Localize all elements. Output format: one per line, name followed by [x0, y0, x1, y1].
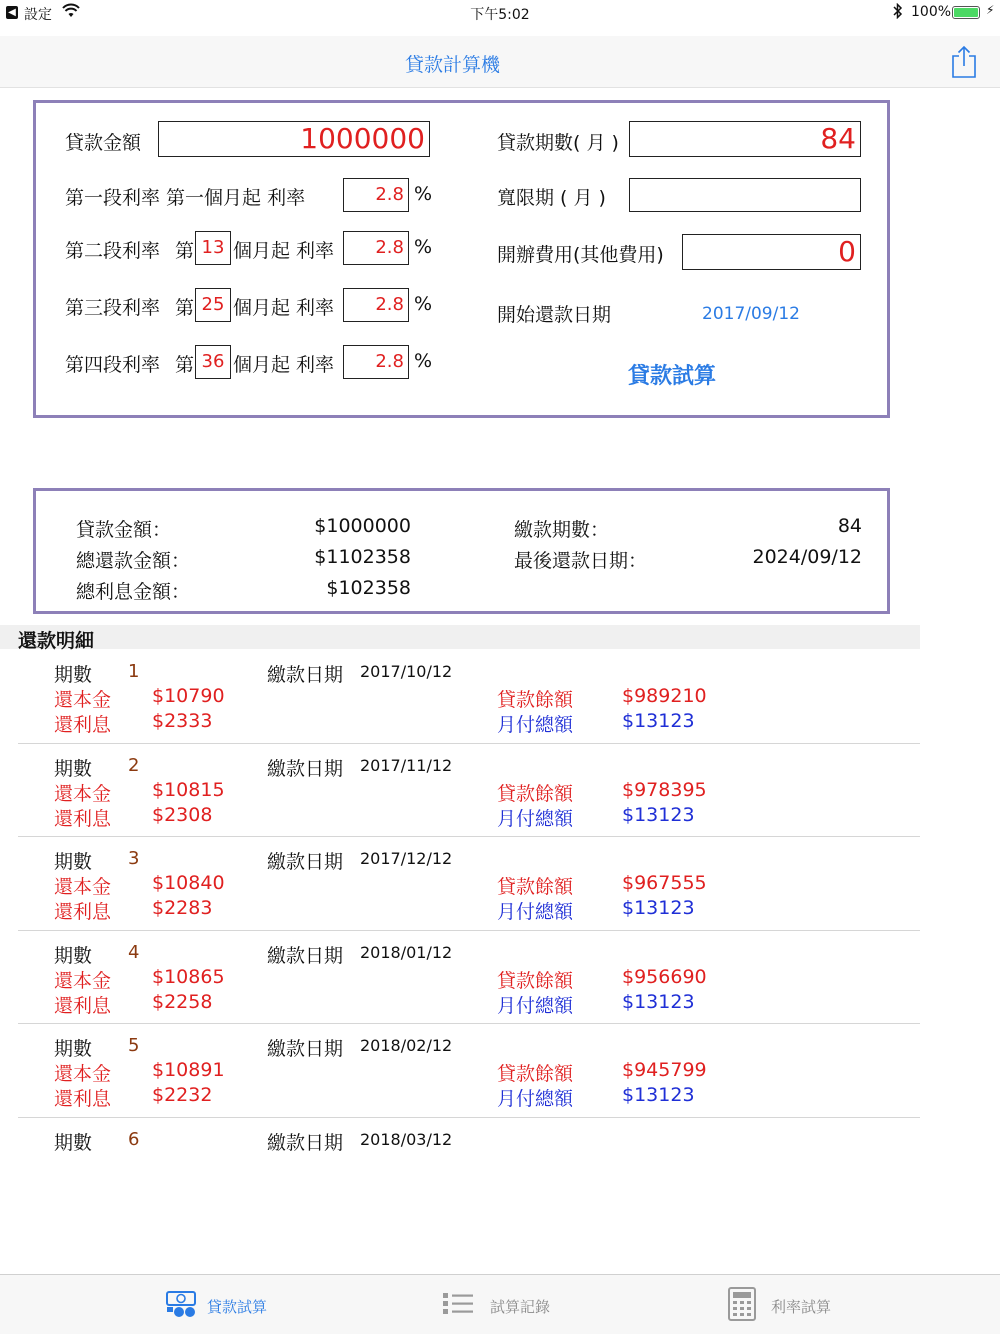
- summary-total-repay-label: 總還款金額：: [76, 550, 191, 572]
- rate3-label: 第三段利率: [65, 297, 161, 319]
- monthly-total-value: $13123: [622, 710, 695, 732]
- period-label: 期數: [54, 757, 93, 780]
- interest-label: 還利息: [54, 714, 112, 736]
- interest-value: $2232: [152, 1084, 213, 1106]
- loan-amount-label: 貸款金額: [65, 132, 142, 154]
- monthly-total-label: 月付總額: [497, 807, 574, 830]
- loan-calculator-icon: [165, 1289, 199, 1323]
- period-number: 5: [128, 1035, 140, 1056]
- summary-loan-value: $1000000: [314, 515, 411, 537]
- status-bar: [0, 0, 1000, 26]
- pay-date-label: 繳款日期: [267, 1038, 344, 1060]
- fee-label: 開辦費用(其他費用): [497, 244, 664, 266]
- period-label: 期數: [54, 851, 93, 873]
- period-number: 6: [128, 1128, 140, 1150]
- back-to-app-label[interactable]: 設定: [24, 7, 52, 23]
- table-row: [18, 837, 920, 931]
- summary-periods-label: 繳款期數：: [514, 519, 610, 541]
- balance-label: 貸款餘額: [497, 782, 574, 805]
- tab-bar: [0, 1274, 1000, 1334]
- principal-label: 還本金: [54, 689, 112, 711]
- rate2-month-input[interactable]: 13: [195, 231, 231, 265]
- period-label: 期數: [54, 664, 93, 686]
- interest-value: $2333: [152, 710, 213, 732]
- battery-icon: [952, 6, 980, 19]
- monthly-total-label: 月付總額: [497, 901, 574, 923]
- pay-date-label: 繳款日期: [267, 944, 344, 967]
- details-section-header: [0, 625, 920, 652]
- balance-label: 貸款餘額: [497, 876, 574, 898]
- start-date-picker[interactable]: 2017/09/12: [702, 304, 800, 324]
- rate4-percent: %: [414, 350, 433, 372]
- summary-total-interest-value: $102358: [326, 577, 411, 599]
- balance-value: $945799: [622, 1059, 707, 1081]
- rate4-mid-label: 個月起 利率: [233, 354, 335, 376]
- table-row: [18, 931, 920, 1025]
- pay-date-value: 2017/11/12: [360, 755, 453, 775]
- rate2-label: 第二段利率: [65, 240, 161, 262]
- summary-periods-value: 84: [837, 515, 862, 537]
- fee-input[interactable]: 0: [682, 234, 861, 270]
- interest-label: 還利息: [54, 807, 112, 830]
- period-number: 4: [128, 941, 140, 963]
- pay-date-label: 繳款日期: [267, 1131, 344, 1154]
- summary-last-date-label: 最後還款日期：: [514, 550, 648, 572]
- rate3-month-input[interactable]: 25: [195, 288, 231, 322]
- pay-date-value: 2018/03/12: [360, 1129, 453, 1149]
- period-label: 期數: [54, 1038, 93, 1060]
- principal-value: $10790: [152, 685, 225, 707]
- clock: 下午5:02: [470, 7, 530, 23]
- navigation-bar: [0, 36, 1000, 88]
- period-label: 期數: [54, 1131, 93, 1154]
- interest-value: $2308: [152, 803, 213, 826]
- summary-loan-label: 貸款金額：: [76, 519, 172, 541]
- rate4-label: 第四段利率: [65, 354, 161, 376]
- monthly-total-label: 月付總額: [497, 994, 574, 1017]
- rate1-input[interactable]: 2.8: [343, 178, 409, 212]
- balance-value: $989210: [622, 685, 707, 707]
- rate2-prefix: 第: [175, 240, 195, 262]
- interest-label: 還利息: [54, 901, 112, 923]
- rate1-label: 第一段利率 第一個月起 利率: [65, 187, 306, 209]
- calculator-icon: [728, 1287, 756, 1325]
- table-row: [18, 1118, 920, 1156]
- principal-label: 還本金: [54, 969, 112, 992]
- summary-total-interest-label: 總利息金額：: [76, 581, 191, 603]
- loan-input-panel: [33, 100, 890, 418]
- page-title: 貸款計算機: [404, 54, 500, 76]
- principal-value: $10865: [152, 965, 225, 988]
- tab-rate-calculation-label: 利率試算: [771, 1298, 832, 1316]
- balance-label: 貸款餘額: [497, 1063, 574, 1085]
- monthly-total-label: 月付總額: [497, 714, 574, 736]
- monthly-total-value: $13123: [622, 803, 695, 826]
- back-to-app-icon[interactable]: ◀: [6, 6, 18, 19]
- balance-label: 貸款餘額: [497, 689, 574, 711]
- rate1-percent: %: [414, 183, 433, 205]
- grace-period-label: 寬限期 ( 月 ): [497, 187, 606, 209]
- interest-label: 還利息: [54, 994, 112, 1017]
- balance-value: $956690: [622, 965, 707, 988]
- pay-date-value: 2018/02/12: [360, 1036, 453, 1055]
- summary-last-date-value: 2024/09/12: [752, 546, 862, 568]
- table-row: [18, 1024, 920, 1118]
- tab-rate-calculation[interactable]: [700, 1275, 900, 1334]
- tab-loan-calculation[interactable]: [140, 1275, 340, 1334]
- period-number: 1: [128, 661, 140, 682]
- tab-loan-calculation-label: 貸款試算: [207, 1298, 268, 1316]
- principal-value: $10815: [152, 778, 225, 801]
- summary-total-repay-value: $1102358: [314, 546, 411, 568]
- balance-label: 貸款餘額: [497, 969, 574, 992]
- start-date-label: 開始還款日期: [497, 304, 612, 326]
- monthly-total-value: $13123: [622, 1084, 695, 1106]
- list-icon: [441, 1289, 475, 1323]
- pay-date-label: 繳款日期: [267, 757, 344, 780]
- balance-value: $967555: [622, 872, 707, 894]
- share-icon[interactable]: [948, 44, 980, 80]
- principal-label: 還本金: [54, 1063, 112, 1085]
- loan-period-label: 貸款期數( 月 ): [497, 132, 619, 154]
- period-number: 3: [128, 848, 140, 869]
- pay-date-label: 繳款日期: [267, 664, 344, 686]
- interest-value: $2283: [152, 897, 213, 919]
- principal-label: 還本金: [54, 876, 112, 898]
- calculate-loan-button[interactable]: 貸款試算: [628, 359, 716, 390]
- principal-value: $10840: [152, 872, 225, 894]
- loan-period-input[interactable]: 84: [629, 121, 861, 157]
- monthly-total-label: 月付總額: [497, 1088, 574, 1110]
- table-row: [18, 744, 920, 838]
- rate4-prefix: 第: [175, 354, 195, 376]
- bluetooth-icon: [892, 3, 904, 23]
- pay-date-value: 2018/01/12: [360, 942, 453, 962]
- rate4-month-input[interactable]: 36: [195, 345, 231, 379]
- interest-label: 還利息: [54, 1088, 112, 1110]
- interest-value: $2258: [152, 990, 213, 1013]
- balance-value: $978395: [622, 778, 707, 801]
- pay-date-value: 2017/12/12: [360, 849, 453, 868]
- rate2-percent: %: [414, 236, 433, 258]
- rate3-percent: %: [414, 293, 433, 315]
- period-number: 2: [128, 754, 140, 776]
- tab-calculation-records[interactable]: [420, 1275, 620, 1334]
- grace-period-input[interactable]: [629, 178, 861, 212]
- tab-calculation-records-label: 試算記錄: [490, 1298, 551, 1316]
- monthly-total-value: $13123: [622, 897, 695, 919]
- loan-amount-input[interactable]: 1000000: [158, 121, 430, 157]
- rate2-input[interactable]: 2.8: [343, 231, 409, 265]
- pay-date-value: 2017/10/12: [360, 662, 453, 681]
- battery-percent: 100%: [911, 4, 952, 20]
- details-title: 還款明細: [18, 630, 95, 652]
- table-row: [18, 650, 920, 744]
- principal-label: 還本金: [54, 782, 112, 805]
- rate3-input[interactable]: 2.8: [343, 288, 409, 322]
- loan-summary-panel: [33, 488, 890, 614]
- repayment-detail-list[interactable]: [0, 650, 920, 1155]
- principal-value: $10891: [152, 1059, 225, 1081]
- period-label: 期數: [54, 944, 93, 967]
- rate2-mid-label: 個月起 利率: [233, 240, 335, 262]
- rate3-prefix: 第: [175, 297, 195, 319]
- rate4-input[interactable]: 2.8: [343, 345, 409, 379]
- rate3-mid-label: 個月起 利率: [233, 297, 335, 319]
- monthly-total-value: $13123: [622, 990, 695, 1013]
- pay-date-label: 繳款日期: [267, 851, 344, 873]
- charging-icon: ⚡: [986, 3, 995, 17]
